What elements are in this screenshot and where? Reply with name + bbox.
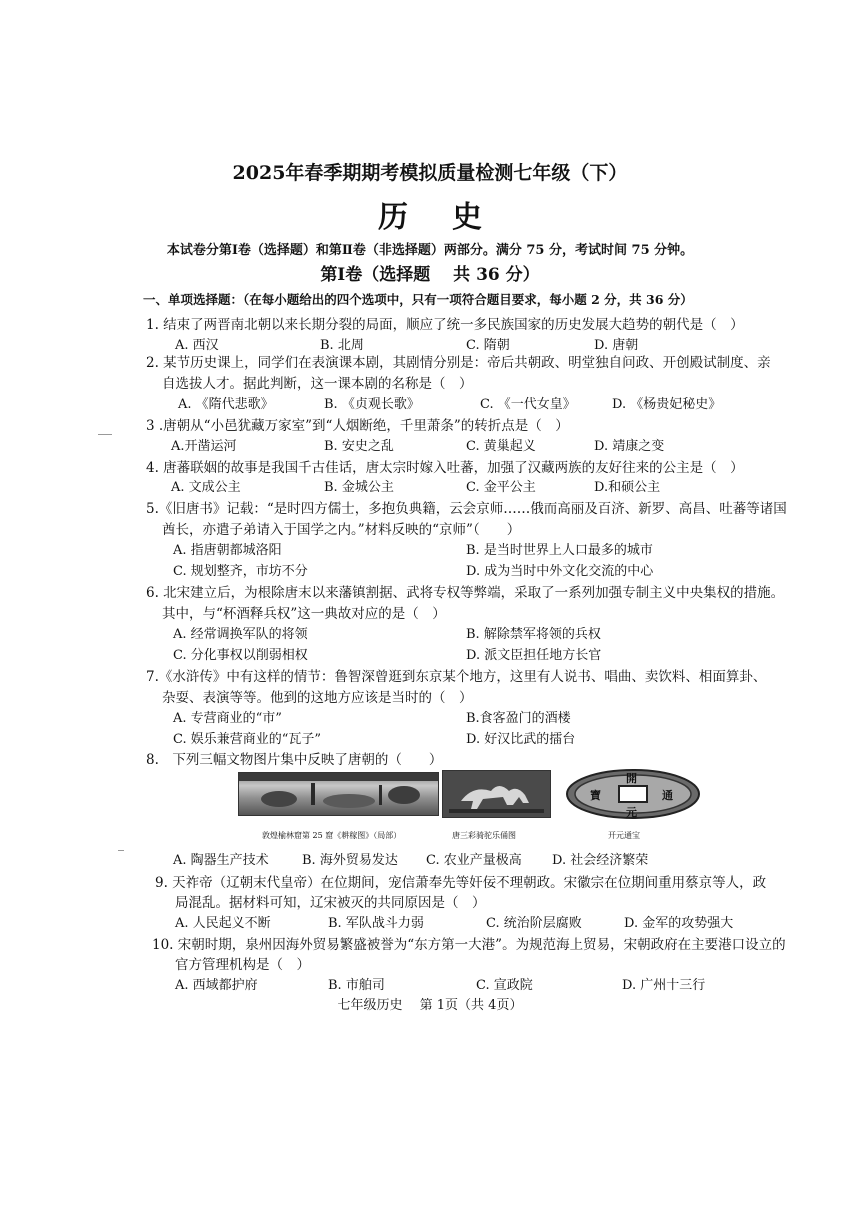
question-1-stem: 1. 结束了两晋南北朝以来长期分裂的局面，顺应了统一多民族国家的历史发展大趋势的朝代是（ ） xyxy=(146,317,744,333)
scan-mark xyxy=(118,850,124,851)
question-6-option-d: D. 派文臣担任地方长官 xyxy=(466,648,602,663)
question-5-option-b: B. 是当时世界上人口最多的城市 xyxy=(466,543,653,558)
question-5-option-a: A. 指唐朝都城洛阳 xyxy=(173,543,282,558)
question-2-option-b: B. 《贞观长歌》 xyxy=(324,397,420,412)
camel-figurine-image xyxy=(442,770,551,818)
mural-image xyxy=(238,772,439,816)
question-1-option-c: C. 隋朝 xyxy=(466,338,510,353)
question-10-option-b: B. 市舶司 xyxy=(328,978,385,993)
question-6-option-b: B. 解除禁军将领的兵权 xyxy=(466,627,601,642)
question-6-stem: 6. 北宋建立后，为根除唐末以来藩镇割据、武将专权等弊端，采取了一系列加强专制主义中央集权的措施。 xyxy=(146,585,785,601)
question-9-stem: 9. 天祚帝（辽朝末代皇帝）在位期间，宠信萧奉先等奸佞不理朝政。宋徽宗在位期间重用蔡京等人，政 xyxy=(155,875,767,891)
coin-image xyxy=(564,768,702,820)
question-2-option-a: A. 《隋代悲歌》 xyxy=(178,397,274,412)
question-3-stem: 3 .唐朝从“小邑犹藏万家室”到“人烟断绝，千里萧条”的转折点是（ ） xyxy=(146,418,569,434)
mural-figures xyxy=(239,773,438,815)
question-10-stem-line-2: 官方管理机构是（ ） xyxy=(175,957,310,973)
coin-char-right: 通 xyxy=(662,789,673,802)
question-7-option-c: C. 娱乐兼营商业的“瓦子” xyxy=(173,732,322,747)
question-3-option-b: B. 安史之乱 xyxy=(324,439,394,454)
exam-title: 2025年春季期期考模拟质量检测七年级（下） xyxy=(232,162,628,184)
question-8-option-b: B. 海外贸易发达 xyxy=(302,853,398,868)
section-instruction: 一、单项选择题：（在每小题给出的四个选项中，只有一项符合题目要求，每小题 2 分，共 36 分） xyxy=(143,292,693,307)
subject-title: 历史 xyxy=(378,200,526,235)
question-3-option-d: D. 靖康之变 xyxy=(594,439,665,454)
question-2-stem: 2. 某节历史课上，同学们在表演课本剧，其剧情分别是：帝后共朝政、明堂独自问政、开创殿试制度、亲 xyxy=(146,355,771,371)
question-1-option-a: A. 西汉 xyxy=(175,338,219,353)
question-10-option-a: A. 西域都护府 xyxy=(175,978,258,993)
question-7-option-d: D. 好汉比武的擂台 xyxy=(466,732,576,747)
question-2-option-d: D. 《杨贵妃秘史》 xyxy=(612,397,722,412)
question-9-option-d: D. 金军的攻势强大 xyxy=(624,916,734,931)
question-6-stem-line-2: 其中，与“杯酒释兵权”这一典故对应的是（ ） xyxy=(162,606,446,622)
question-9-option-a: A. 人民起义不断 xyxy=(175,916,271,931)
question-7-stem-line-2: 杂耍、表演等等。他到的这地方应该是当时的（ ） xyxy=(162,690,473,706)
question-3-option-c: C. 黄巢起义 xyxy=(466,439,536,454)
question-4-stem: 4. 唐蕃联姻的故事是我国千古佳话，唐太宗时嫁入吐蕃，加强了汉藏两族的友好往来的公主是（ ） xyxy=(146,460,744,476)
question-10-option-d: D. 广州十三行 xyxy=(622,978,706,993)
question-10-stem: 10. 宋朝时期，泉州因海外贸易繁盛被誉为“东方第一大港”。为规范海上贸易，宋朝政府在主要港口设立的 xyxy=(152,937,786,953)
scan-mark xyxy=(98,434,112,435)
question-8-option-d: D. 社会经济繁荣 xyxy=(552,853,649,868)
question-2-option-c: C. 《一代女皇》 xyxy=(480,397,576,412)
question-4-option-b: B. 金城公主 xyxy=(324,480,394,495)
coin-char-top: 開 xyxy=(626,772,637,785)
question-9-option-c: C. 统治阶层腐败 xyxy=(486,916,582,931)
question-1-option-d: D. 唐朝 xyxy=(594,338,639,353)
camel-figurine-shape xyxy=(443,771,550,817)
question-4-option-d: D.和硕公主 xyxy=(594,480,661,495)
question-7-option-a: A. 专营商业的“市” xyxy=(173,711,282,726)
coin-char-left: 寶 xyxy=(590,789,601,802)
question-10-option-c: C. 宣政院 xyxy=(476,978,533,993)
question-7-option-b: B.食客盈门的酒楼 xyxy=(466,711,571,726)
figure-3-caption: 开元通宝 xyxy=(608,831,640,840)
section-title: 第Ⅰ卷（选择题 共 36 分） xyxy=(320,265,540,285)
question-8-stem: 8. 下列三幅文物图片集中反映了唐朝的（ ） xyxy=(146,752,443,768)
exam-intro: 本试卷分第Ⅰ卷（选择题）和第Ⅱ卷（非选择题）两部分。满分 75 分，考试时间 75 分钟。 xyxy=(166,243,694,258)
figure-1-caption: 敦煌榆林窟第 25 窟《耕稼图》（局部） xyxy=(262,831,402,840)
page-footer: 七年级历史 第 1页（共 4页） xyxy=(337,998,523,1013)
question-5-stem-line-2: 酋长，亦遣子弟请入于国学之内。”材料反映的“京师”（ ） xyxy=(162,522,521,538)
question-8-option-a: A. 陶器生产技术 xyxy=(173,853,269,868)
question-4-option-a: A. 文成公主 xyxy=(171,480,241,495)
question-6-option-a: A. 经常调换军队的将领 xyxy=(173,627,308,642)
question-4-option-c: C. 金平公主 xyxy=(466,480,536,495)
question-5-stem: 5.《旧唐书》记载：“是时四方儒士，多抱负典籍，云会京师……俄而高丽及百济、新罗、高昌、吐蕃等诸国 xyxy=(146,501,787,517)
question-8-option-c: C. 农业产量极高 xyxy=(426,853,522,868)
question-9-stem-line-2: 局混乱。据材料可知，辽宋被灭的共同原因是（ ） xyxy=(175,895,486,911)
question-9-option-b: B. 军队战斗力弱 xyxy=(328,916,424,931)
question-7-stem: 7.《水浒传》中有这样的情节：鲁智深曾逛到东京某个地方，这里有人说书、唱曲、卖饮料、相面算卦、 xyxy=(146,669,767,685)
figure-2-caption: 唐三彩骑驼乐俑图 xyxy=(452,831,516,840)
question-2-stem-line-2: 自选拔人才。据此判断，这一课本剧的名称是（ ） xyxy=(162,376,473,392)
question-1-option-b: B. 北周 xyxy=(320,338,364,353)
question-3-option-a: A.开凿运河 xyxy=(171,439,237,454)
question-5-option-c: C. 规划整齐，市坊不分 xyxy=(173,564,308,579)
coin-char-bottom: 元 xyxy=(626,806,637,819)
question-5-option-d: D. 成为当时中外文化交流的中心 xyxy=(466,564,654,579)
question-6-option-c: C. 分化事权以削弱相权 xyxy=(173,648,308,663)
